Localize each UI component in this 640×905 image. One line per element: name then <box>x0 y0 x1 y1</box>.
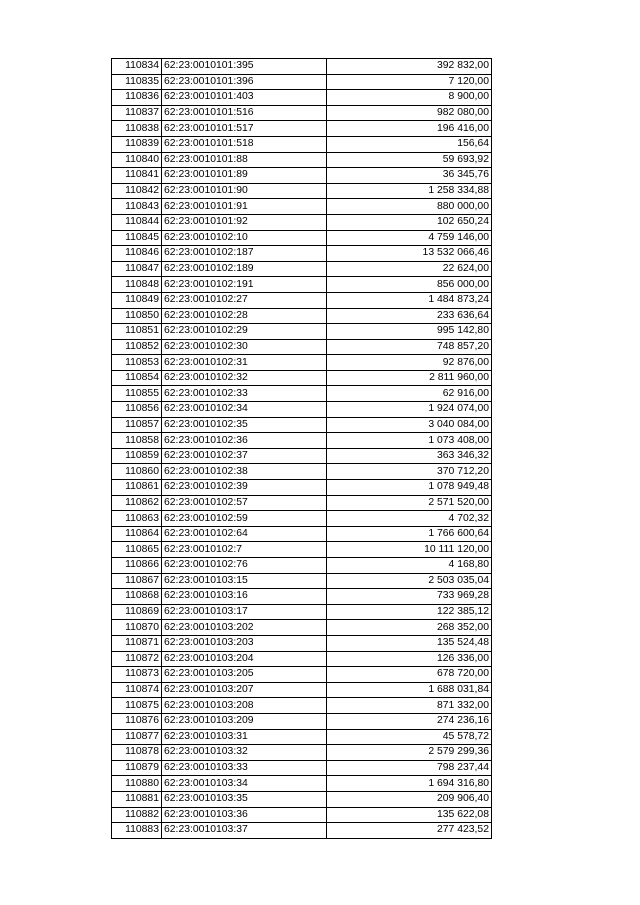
cadastral-number-cell: 62:23:0010101:396 <box>162 74 327 90</box>
cadastral-number-cell: 62:23:0010102:30 <box>162 339 327 355</box>
cadastral-number-cell: 62:23:0010103:31 <box>162 729 327 745</box>
value-cell: 1 258 334,88 <box>327 183 492 199</box>
table-row <box>112 402 492 418</box>
table-row <box>112 277 492 293</box>
cadastral-number-cell: 62:23:0010102:34 <box>162 402 327 418</box>
value-cell: 982 080,00 <box>327 105 492 121</box>
cadastral-number-cell: 62:23:0010101:89 <box>162 168 327 184</box>
cadastral-number-cell: 62:23:0010103:37 <box>162 823 327 839</box>
row-number-cell: 110863 <box>112 511 162 527</box>
row-number-cell: 110858 <box>112 433 162 449</box>
value-cell: 871 332,00 <box>327 698 492 714</box>
table-row <box>112 74 492 90</box>
cadastral-number-cell: 62:23:0010102:29 <box>162 324 327 340</box>
row-number-cell: 110874 <box>112 682 162 698</box>
table-row <box>112 667 492 683</box>
value-cell: 268 352,00 <box>327 620 492 636</box>
table-row <box>112 807 492 823</box>
table-row <box>112 760 492 776</box>
table-row <box>112 511 492 527</box>
table-row <box>112 90 492 106</box>
row-number-cell: 110856 <box>112 402 162 418</box>
row-number-cell: 110872 <box>112 651 162 667</box>
table-row <box>112 542 492 558</box>
cadastral-number-cell: 62:23:0010103:202 <box>162 620 327 636</box>
cadastral-number-cell: 62:23:0010103:17 <box>162 604 327 620</box>
table-row <box>112 480 492 496</box>
cadastral-number-cell: 62:23:0010102:7 <box>162 542 327 558</box>
row-number-cell: 110883 <box>112 823 162 839</box>
row-number-cell: 110869 <box>112 604 162 620</box>
row-number-cell: 110852 <box>112 339 162 355</box>
cadastral-number-cell: 62:23:0010102:36 <box>162 433 327 449</box>
table-row <box>112 339 492 355</box>
row-number-cell: 110866 <box>112 558 162 574</box>
value-cell: 22 624,00 <box>327 261 492 277</box>
cadastral-number-cell: 62:23:0010103:15 <box>162 573 327 589</box>
cadastral-number-cell: 62:23:0010102:187 <box>162 246 327 262</box>
value-cell: 92 876,00 <box>327 355 492 371</box>
table-row <box>112 776 492 792</box>
value-cell: 2 579 299,36 <box>327 745 492 761</box>
value-cell: 8 900,00 <box>327 90 492 106</box>
table-row <box>112 292 492 308</box>
cadastral-number-cell: 62:23:0010102:64 <box>162 526 327 542</box>
cadastral-number-cell: 62:23:0010103:32 <box>162 745 327 761</box>
value-cell: 102 650,24 <box>327 214 492 230</box>
table-row <box>112 589 492 605</box>
row-number-cell: 110845 <box>112 230 162 246</box>
cadastral-number-cell: 62:23:0010103:208 <box>162 698 327 714</box>
table-row <box>112 246 492 262</box>
cadastral-number-cell: 62:23:0010103:203 <box>162 635 327 651</box>
table-row <box>112 729 492 745</box>
row-number-cell: 110864 <box>112 526 162 542</box>
value-cell: 156,64 <box>327 136 492 152</box>
table-row <box>112 651 492 667</box>
value-cell: 1 688 031,84 <box>327 682 492 698</box>
row-number-cell: 110871 <box>112 635 162 651</box>
row-number-cell: 110879 <box>112 760 162 776</box>
value-cell: 1 484 873,24 <box>327 292 492 308</box>
cadastral-number-cell: 62:23:0010102:35 <box>162 417 327 433</box>
value-cell: 233 636,64 <box>327 308 492 324</box>
table-row <box>112 526 492 542</box>
table-row <box>112 121 492 137</box>
cadastral-number-cell: 62:23:0010103:34 <box>162 776 327 792</box>
cadastral-number-cell: 62:23:0010101:517 <box>162 121 327 137</box>
row-number-cell: 110851 <box>112 324 162 340</box>
cadastral-number-cell: 62:23:0010103:33 <box>162 760 327 776</box>
cadastral-number-cell: 62:23:0010101:518 <box>162 136 327 152</box>
row-number-cell: 110867 <box>112 573 162 589</box>
row-number-cell: 110854 <box>112 370 162 386</box>
row-number-cell: 110844 <box>112 214 162 230</box>
cadastral-number-cell: 62:23:0010101:516 <box>162 105 327 121</box>
cadastral-number-cell: 62:23:0010101:90 <box>162 183 327 199</box>
value-cell: 277 423,52 <box>327 823 492 839</box>
row-number-cell: 110838 <box>112 121 162 137</box>
row-number-cell: 110836 <box>112 90 162 106</box>
value-cell: 798 237,44 <box>327 760 492 776</box>
row-number-cell: 110878 <box>112 745 162 761</box>
cadastral-number-cell: 62:23:0010101:91 <box>162 199 327 215</box>
value-cell: 392 832,00 <box>327 59 492 75</box>
table-row <box>112 152 492 168</box>
value-cell: 135 622,08 <box>327 807 492 823</box>
cadastral-number-cell: 62:23:0010102:31 <box>162 355 327 371</box>
cadastral-number-cell: 62:23:0010102:39 <box>162 480 327 496</box>
value-cell: 1 073 408,00 <box>327 433 492 449</box>
value-cell: 13 532 066,46 <box>327 246 492 262</box>
row-number-cell: 110860 <box>112 464 162 480</box>
value-cell: 748 857,20 <box>327 339 492 355</box>
cadastral-number-cell: 62:23:0010103:35 <box>162 791 327 807</box>
value-cell: 7 120,00 <box>327 74 492 90</box>
row-number-cell: 110865 <box>112 542 162 558</box>
cadastral-number-cell: 62:23:0010102:28 <box>162 308 327 324</box>
table-row <box>112 620 492 636</box>
cadastral-number-cell: 62:23:0010102:10 <box>162 230 327 246</box>
cadastral-number-cell: 62:23:0010102:76 <box>162 558 327 574</box>
value-cell: 880 000,00 <box>327 199 492 215</box>
value-cell: 45 578,72 <box>327 729 492 745</box>
table-row <box>112 261 492 277</box>
value-cell: 62 916,00 <box>327 386 492 402</box>
table-row <box>112 558 492 574</box>
row-number-cell: 110880 <box>112 776 162 792</box>
table-row <box>112 604 492 620</box>
table-row <box>112 823 492 839</box>
row-number-cell: 110841 <box>112 168 162 184</box>
table-row <box>112 417 492 433</box>
row-number-cell: 110840 <box>112 152 162 168</box>
row-number-cell: 110848 <box>112 277 162 293</box>
value-cell: 126 336,00 <box>327 651 492 667</box>
table-row <box>112 105 492 121</box>
value-cell: 59 693,92 <box>327 152 492 168</box>
table-row <box>112 59 492 75</box>
value-cell: 196 416,00 <box>327 121 492 137</box>
row-number-cell: 110846 <box>112 246 162 262</box>
cadastral-number-cell: 62:23:0010102:59 <box>162 511 327 527</box>
table-row <box>112 698 492 714</box>
table-row <box>112 168 492 184</box>
table-row <box>112 355 492 371</box>
cadastral-number-cell: 62:23:0010102:38 <box>162 464 327 480</box>
row-number-cell: 110881 <box>112 791 162 807</box>
value-cell: 2 811 960,00 <box>327 370 492 386</box>
value-cell: 4 168,80 <box>327 558 492 574</box>
value-cell: 135 524,48 <box>327 635 492 651</box>
cadastral-number-cell: 62:23:0010102:189 <box>162 261 327 277</box>
table-row <box>112 448 492 464</box>
value-cell: 122 385,12 <box>327 604 492 620</box>
table-row <box>112 308 492 324</box>
cadastral-number-cell: 62:23:0010103:204 <box>162 651 327 667</box>
row-number-cell: 110870 <box>112 620 162 636</box>
row-number-cell: 110850 <box>112 308 162 324</box>
cadastral-number-cell: 62:23:0010102:32 <box>162 370 327 386</box>
table-row <box>112 745 492 761</box>
table-row <box>112 464 492 480</box>
value-cell: 209 906,40 <box>327 791 492 807</box>
row-number-cell: 110873 <box>112 667 162 683</box>
value-cell: 4 702,32 <box>327 511 492 527</box>
value-cell: 2 571 520,00 <box>327 495 492 511</box>
table-row <box>112 791 492 807</box>
row-number-cell: 110862 <box>112 495 162 511</box>
cadastral-number-cell: 62:23:0010102:191 <box>162 277 327 293</box>
value-cell: 1 694 316,80 <box>327 776 492 792</box>
table-row <box>112 183 492 199</box>
value-cell: 370 712,20 <box>327 464 492 480</box>
table-body <box>112 59 492 839</box>
value-cell: 856 000,00 <box>327 277 492 293</box>
row-number-cell: 110842 <box>112 183 162 199</box>
value-cell: 1 078 949,48 <box>327 480 492 496</box>
row-number-cell: 110835 <box>112 74 162 90</box>
row-number-cell: 110875 <box>112 698 162 714</box>
cadastral-number-cell: 62:23:0010101:92 <box>162 214 327 230</box>
row-number-cell: 110839 <box>112 136 162 152</box>
value-cell: 3 040 084,00 <box>327 417 492 433</box>
row-number-cell: 110853 <box>112 355 162 371</box>
cadastral-number-cell: 62:23:0010102:27 <box>162 292 327 308</box>
cadastral-number-cell: 62:23:0010103:36 <box>162 807 327 823</box>
cadastral-number-cell: 62:23:0010102:57 <box>162 495 327 511</box>
row-number-cell: 110876 <box>112 713 162 729</box>
cadastral-number-cell: 62:23:0010101:88 <box>162 152 327 168</box>
value-cell: 1 924 074,00 <box>327 402 492 418</box>
row-number-cell: 110877 <box>112 729 162 745</box>
cadastral-number-cell: 62:23:0010103:207 <box>162 682 327 698</box>
value-cell: 36 345,76 <box>327 168 492 184</box>
value-cell: 678 720,00 <box>327 667 492 683</box>
row-number-cell: 110834 <box>112 59 162 75</box>
table-row <box>112 713 492 729</box>
cadastral-value-table <box>111 58 492 839</box>
table-row <box>112 199 492 215</box>
table-row <box>112 682 492 698</box>
cadastral-number-cell: 62:23:0010102:33 <box>162 386 327 402</box>
value-cell: 995 142,80 <box>327 324 492 340</box>
row-number-cell: 110868 <box>112 589 162 605</box>
row-number-cell: 110837 <box>112 105 162 121</box>
value-cell: 1 766 600,64 <box>327 526 492 542</box>
cadastral-number-cell: 62:23:0010103:16 <box>162 589 327 605</box>
value-cell: 2 503 035,04 <box>327 573 492 589</box>
table-row <box>112 386 492 402</box>
cadastral-number-cell: 62:23:0010102:37 <box>162 448 327 464</box>
value-cell: 274 236,16 <box>327 713 492 729</box>
table-row <box>112 324 492 340</box>
table-row <box>112 136 492 152</box>
value-cell: 10 111 120,00 <box>327 542 492 558</box>
cadastral-number-cell: 62:23:0010103:209 <box>162 713 327 729</box>
cadastral-number-cell: 62:23:0010101:403 <box>162 90 327 106</box>
row-number-cell: 110847 <box>112 261 162 277</box>
cadastral-number-cell: 62:23:0010103:205 <box>162 667 327 683</box>
row-number-cell: 110859 <box>112 448 162 464</box>
row-number-cell: 110857 <box>112 417 162 433</box>
table-row <box>112 370 492 386</box>
row-number-cell: 110849 <box>112 292 162 308</box>
value-cell: 4 759 146,00 <box>327 230 492 246</box>
cadastral-number-cell: 62:23:0010101:395 <box>162 59 327 75</box>
table-row <box>112 433 492 449</box>
row-number-cell: 110861 <box>112 480 162 496</box>
row-number-cell: 110843 <box>112 199 162 215</box>
table-row <box>112 635 492 651</box>
table-row <box>112 230 492 246</box>
table-row <box>112 573 492 589</box>
value-cell: 363 346,32 <box>327 448 492 464</box>
row-number-cell: 110882 <box>112 807 162 823</box>
value-cell: 733 969,28 <box>327 589 492 605</box>
row-number-cell: 110855 <box>112 386 162 402</box>
table-row <box>112 495 492 511</box>
table-row <box>112 214 492 230</box>
